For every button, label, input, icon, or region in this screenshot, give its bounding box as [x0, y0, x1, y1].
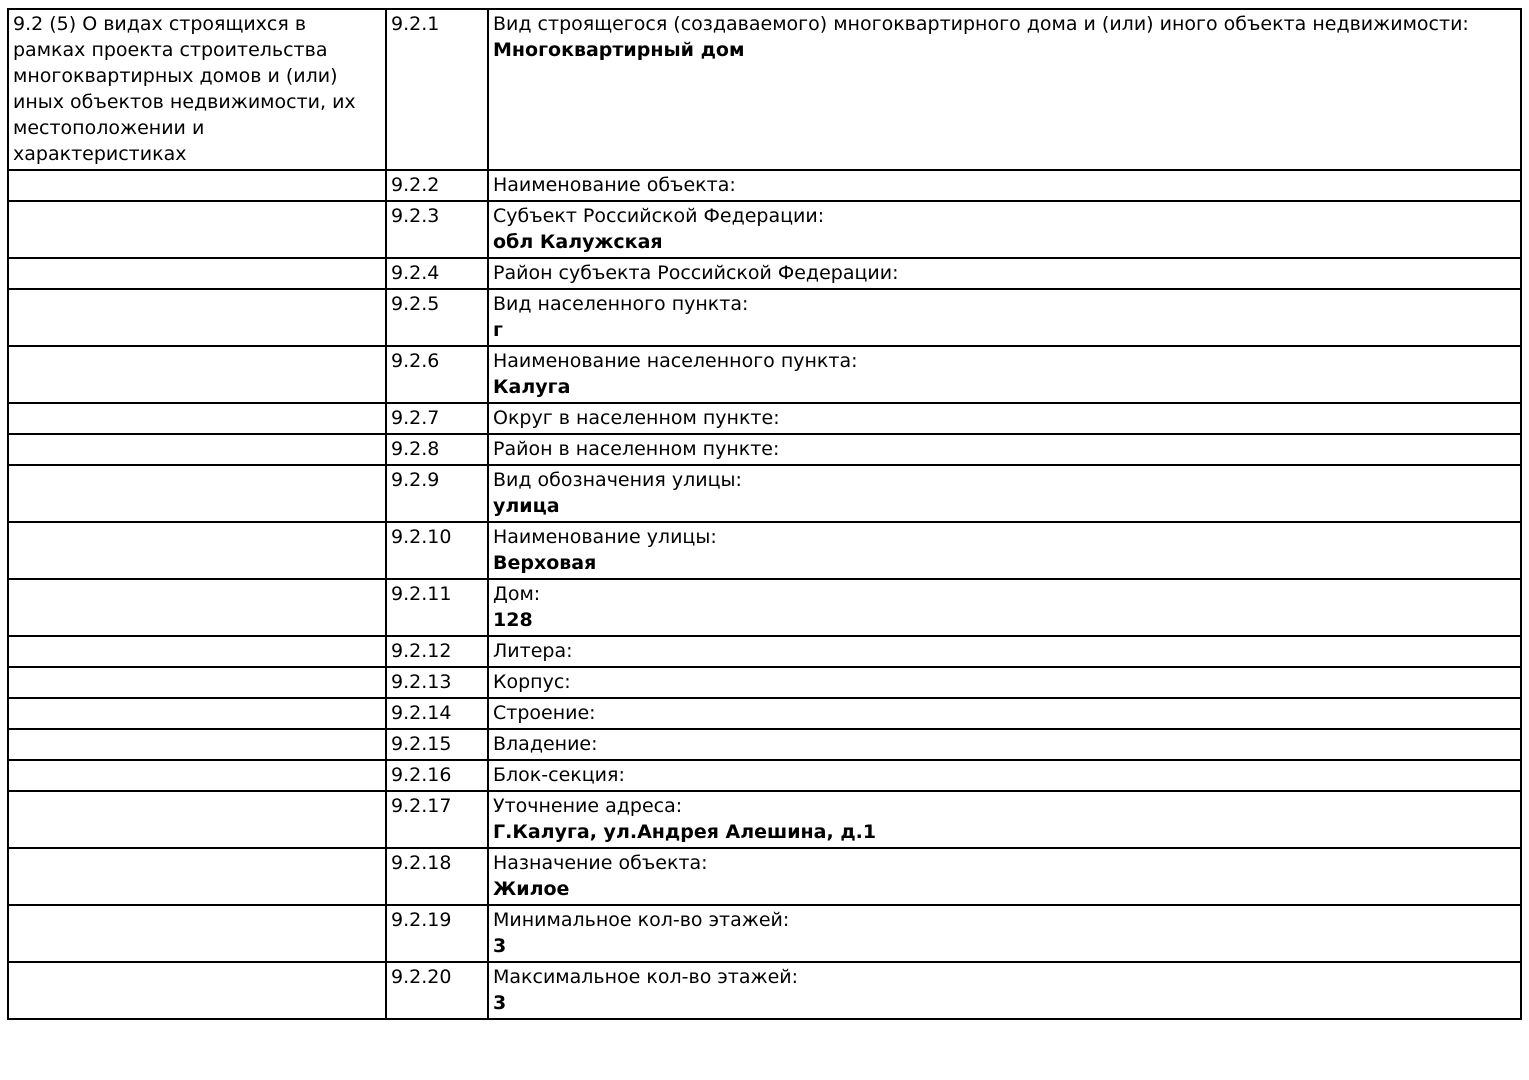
- field-label: Максимальное кол-во этажей:: [493, 966, 799, 988]
- table-row: [8, 636, 1521, 667]
- field-value: улица: [493, 495, 560, 517]
- table-row: [8, 465, 1521, 522]
- field-label: Наименование улицы:: [493, 526, 717, 548]
- section-empty-cell: [8, 289, 386, 346]
- section-empty-cell: [8, 905, 386, 962]
- table-row: [8, 905, 1521, 962]
- field-label: Владение:: [493, 733, 598, 755]
- table-row: [8, 346, 1521, 403]
- field-cell: [488, 465, 1521, 522]
- row-number: 9.2.20: [386, 962, 488, 1019]
- table-row: [8, 579, 1521, 636]
- field-cell: [488, 289, 1521, 346]
- section-empty-cell: [8, 346, 386, 403]
- section-empty-cell: [8, 698, 386, 729]
- table-row: [8, 729, 1521, 760]
- section-empty-cell: [8, 170, 386, 201]
- row-number: 9.2.5: [386, 289, 488, 346]
- table-row: [8, 791, 1521, 848]
- field-value: Верховая: [493, 552, 597, 574]
- field-label: Блок-секция:: [493, 764, 625, 786]
- section-empty-cell: [8, 579, 386, 636]
- field-label: Минимальное кол-во этажей:: [493, 909, 790, 931]
- section-empty-cell: [8, 434, 386, 465]
- row-number: 9.2.14: [386, 698, 488, 729]
- row-number: 9.2.12: [386, 636, 488, 667]
- field-label: Уточнение адреса:: [493, 795, 683, 817]
- row-number: 9.2.15: [386, 729, 488, 760]
- table-row: [8, 9, 1521, 170]
- field-cell: [488, 729, 1521, 760]
- field-cell: [488, 698, 1521, 729]
- section-empty-cell: [8, 258, 386, 289]
- table-row: [8, 962, 1521, 1019]
- row-number: 9.2.18: [386, 848, 488, 905]
- section-empty-cell: [8, 729, 386, 760]
- field-cell: [488, 170, 1521, 201]
- section-empty-cell: [8, 522, 386, 579]
- field-value: обл Калужская: [493, 231, 663, 253]
- table-row: [8, 698, 1521, 729]
- section-empty-cell: [8, 636, 386, 667]
- field-cell: [488, 403, 1521, 434]
- field-value: Многоквартирный дом: [493, 39, 745, 61]
- field-cell: [488, 760, 1521, 791]
- row-number: 9.2.11: [386, 579, 488, 636]
- row-number: 9.2.1: [386, 9, 488, 170]
- field-cell: [488, 667, 1521, 698]
- field-value: Жилое: [493, 878, 570, 900]
- field-cell: [488, 9, 1521, 170]
- field-cell: [488, 905, 1521, 962]
- field-cell: [488, 848, 1521, 905]
- field-label: Вид строящегося (создаваемого) многоквартирного дома и (или) иного объекта недвижимости:: [493, 13, 1469, 35]
- row-number: 9.2.16: [386, 760, 488, 791]
- table-row: [8, 667, 1521, 698]
- table-row: [8, 522, 1521, 579]
- section-empty-cell: [8, 760, 386, 791]
- table-row: [8, 848, 1521, 905]
- field-label: Строение:: [493, 702, 596, 724]
- section-label-cell: 9.2 (5) О видах строящихся в рамках проекта строительства многоквартирных домов и (или) иных объектов недвижимости, их местоположении и характеристиках: [8, 9, 386, 170]
- field-cell: [488, 791, 1521, 848]
- field-cell: [488, 962, 1521, 1019]
- field-cell: [488, 522, 1521, 579]
- field-cell: [488, 434, 1521, 465]
- table-row: [8, 760, 1521, 791]
- field-label: Вид обозначения улицы:: [493, 469, 742, 491]
- table-row: [8, 201, 1521, 258]
- field-label: Дом:: [493, 583, 541, 605]
- field-value: 3: [493, 935, 507, 957]
- field-label: Субъект Российской Федерации:: [493, 205, 825, 227]
- row-number: 9.2.7: [386, 403, 488, 434]
- row-number: 9.2.6: [386, 346, 488, 403]
- field-label: Район в населенном пункте:: [493, 438, 780, 460]
- field-value: г: [493, 319, 503, 341]
- field-cell: [488, 636, 1521, 667]
- field-label: Литера:: [493, 640, 573, 662]
- section-empty-cell: [8, 403, 386, 434]
- section-empty-cell: [8, 465, 386, 522]
- section-empty-cell: [8, 201, 386, 258]
- row-number: 9.2.8: [386, 434, 488, 465]
- table-row: [8, 289, 1521, 346]
- field-label: Корпус:: [493, 671, 571, 693]
- row-number: 9.2.19: [386, 905, 488, 962]
- section-empty-cell: [8, 791, 386, 848]
- table-row: [8, 403, 1521, 434]
- field-cell: [488, 346, 1521, 403]
- field-value: Г.Калуга, ул.Андрея Алешина, д.1: [493, 821, 877, 843]
- section-empty-cell: [8, 667, 386, 698]
- field-value: 3: [493, 992, 507, 1014]
- field-cell: [488, 579, 1521, 636]
- declaration-table-body: [8, 9, 1521, 1019]
- row-number: 9.2.9: [386, 465, 488, 522]
- field-value: Калуга: [493, 376, 571, 398]
- row-number: 9.2.2: [386, 170, 488, 201]
- section-empty-cell: [8, 962, 386, 1019]
- table-row: [8, 434, 1521, 465]
- field-label: Наименование объекта:: [493, 174, 736, 196]
- declaration-table: [7, 8, 1522, 1020]
- field-value: 128: [493, 609, 533, 631]
- row-number: 9.2.3: [386, 201, 488, 258]
- section-empty-cell: [8, 848, 386, 905]
- row-number: 9.2.13: [386, 667, 488, 698]
- row-number: 9.2.4: [386, 258, 488, 289]
- field-cell: [488, 258, 1521, 289]
- row-number: 9.2.10: [386, 522, 488, 579]
- field-label: Назначение объекта:: [493, 852, 708, 874]
- field-label: Вид населенного пункта:: [493, 293, 749, 315]
- field-label: Наименование населенного пункта:: [493, 350, 858, 372]
- field-label: Округ в населенном пункте:: [493, 407, 780, 429]
- table-row: [8, 258, 1521, 289]
- field-cell: [488, 201, 1521, 258]
- row-number: 9.2.17: [386, 791, 488, 848]
- table-row: [8, 170, 1521, 201]
- field-label: Район субъекта Российской Федерации:: [493, 262, 899, 284]
